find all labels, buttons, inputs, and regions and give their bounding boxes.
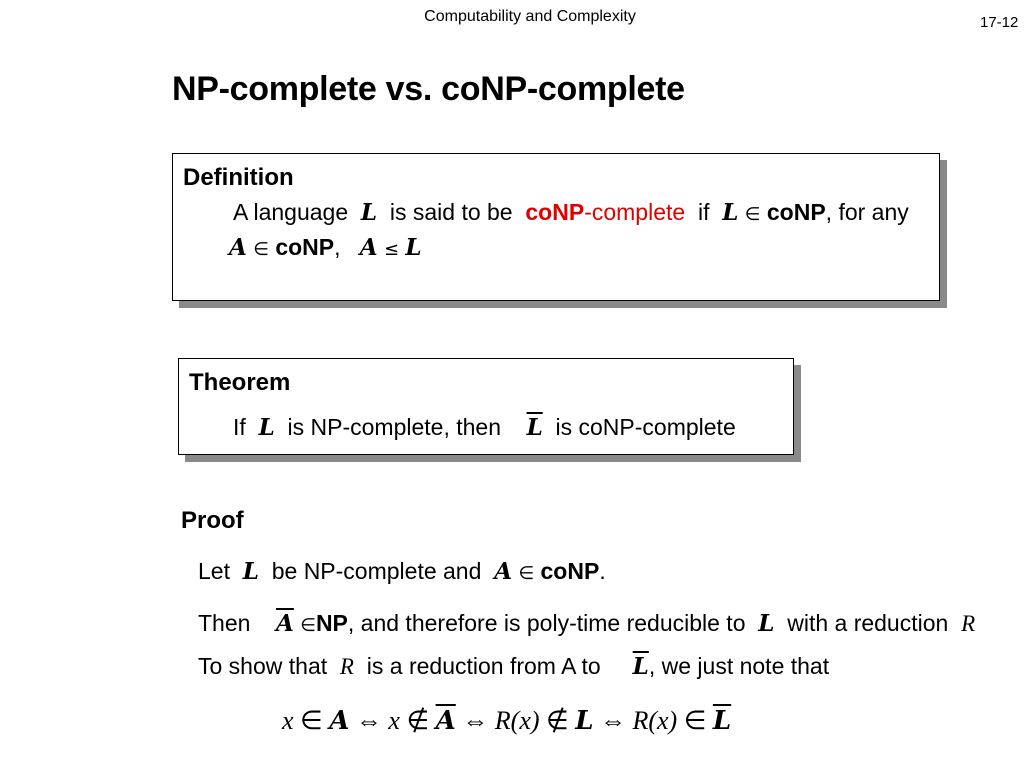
text-is-conp-complete: is coNP-complete <box>555 414 736 440</box>
definition-line-2 <box>229 234 422 261</box>
complement-L-symbol: $\overline{L}$ <box>712 706 732 736</box>
not-element-of-symbol: ∉ <box>406 706 430 735</box>
reduction-R-symbol: R <box>961 611 976 636</box>
language-L-symbol: L <box>242 558 259 585</box>
course-title: Computability and Complexity <box>424 8 636 25</box>
text-reduction-from: is a reduction from A to <box>366 653 601 679</box>
proof-line-2 <box>198 610 975 637</box>
language-L-symbol-2: L <box>758 610 775 637</box>
text-let: Let <box>198 558 230 584</box>
language-L-symbol: L <box>575 706 594 736</box>
text-be-np-complete: be NP-complete and <box>271 558 482 584</box>
proof-heading: Proof <box>181 507 244 534</box>
proof-line-3 <box>198 653 829 680</box>
period: . <box>599 558 606 584</box>
text-to-show: To show that <box>198 653 328 679</box>
element-of-symbol-2: ∈ <box>683 706 707 735</box>
language-L-symbol-2: L <box>722 199 739 226</box>
reduction-R-symbol-2: R <box>339 654 354 679</box>
element-of-symbol-2: ∈ <box>253 239 269 260</box>
theorem-heading: Theorem <box>189 369 291 396</box>
conp-red-bold: coNP <box>525 199 585 225</box>
complete-red: -complete <box>584 199 686 225</box>
var-x-2: x <box>388 706 400 735</box>
element-of-symbol: ∈ <box>518 563 535 584</box>
text-then: Then <box>198 610 251 636</box>
iff-symbol: ⇔ <box>355 706 382 735</box>
text-if: If <box>233 414 246 440</box>
language-A-symbol: A <box>494 558 513 585</box>
language-L-symbol: L <box>258 414 275 441</box>
text-np-complete-then: is NP-complete, then <box>287 414 501 440</box>
iff-symbol-3: ⇔ <box>599 706 626 735</box>
text-a-language: A language <box>233 199 349 225</box>
text-reducible: , and therefore is poly-time reducible to <box>347 610 746 636</box>
conp-bold: coNP <box>540 558 600 584</box>
language-A-symbol-2: A <box>359 234 378 261</box>
np-bold: NP <box>315 610 348 636</box>
language-L-symbol: L <box>360 199 378 226</box>
element-of-symbol-2: ∈ <box>300 615 316 636</box>
complement-L-symbol: $\overline{L}$ <box>632 653 649 680</box>
text-just-note: , we just note that <box>648 653 830 679</box>
text-for-any: , for any <box>825 199 909 225</box>
language-A-symbol: A <box>329 706 350 736</box>
theorem-box <box>178 358 794 455</box>
leq-symbol: ≤ <box>383 239 400 260</box>
page-number: 17-12 <box>980 14 1019 31</box>
element-of-symbol: ∈ <box>744 204 761 225</box>
conp-bold-2: coNP <box>275 234 335 260</box>
text-if: if <box>697 199 710 225</box>
element-of-symbol: ∈ <box>300 706 323 735</box>
language-A-symbol: A <box>229 234 247 261</box>
R-of-x: R(x) <box>494 706 540 735</box>
complement-L-symbol: $\overline{L}$ <box>526 414 543 441</box>
not-element-of-symbol-2: ∉ <box>546 706 569 735</box>
theorem-statement <box>233 414 736 441</box>
complement-A-symbol: $\overline{A}$ <box>435 706 456 736</box>
definition-heading: Definition <box>183 164 294 191</box>
equivalence-formula <box>282 706 731 736</box>
iff-symbol-2: ⇔ <box>462 706 489 735</box>
language-L-symbol-3: L <box>405 234 422 261</box>
text-with-reduction: with a reduction <box>787 610 949 636</box>
var-x: x <box>282 706 294 735</box>
conp-bold: coNP <box>766 199 826 225</box>
definition-line-1 <box>233 199 909 226</box>
slide-title: NP-complete vs. coNP-complete <box>172 70 685 108</box>
R-of-x-2: R(x) <box>632 706 678 735</box>
definition-box <box>172 153 940 301</box>
comma: , <box>334 234 341 260</box>
complement-A-symbol: $\overline{A}$ <box>276 610 294 637</box>
proof-line-1 <box>198 558 606 585</box>
text-is-said: is said to be <box>389 199 513 225</box>
